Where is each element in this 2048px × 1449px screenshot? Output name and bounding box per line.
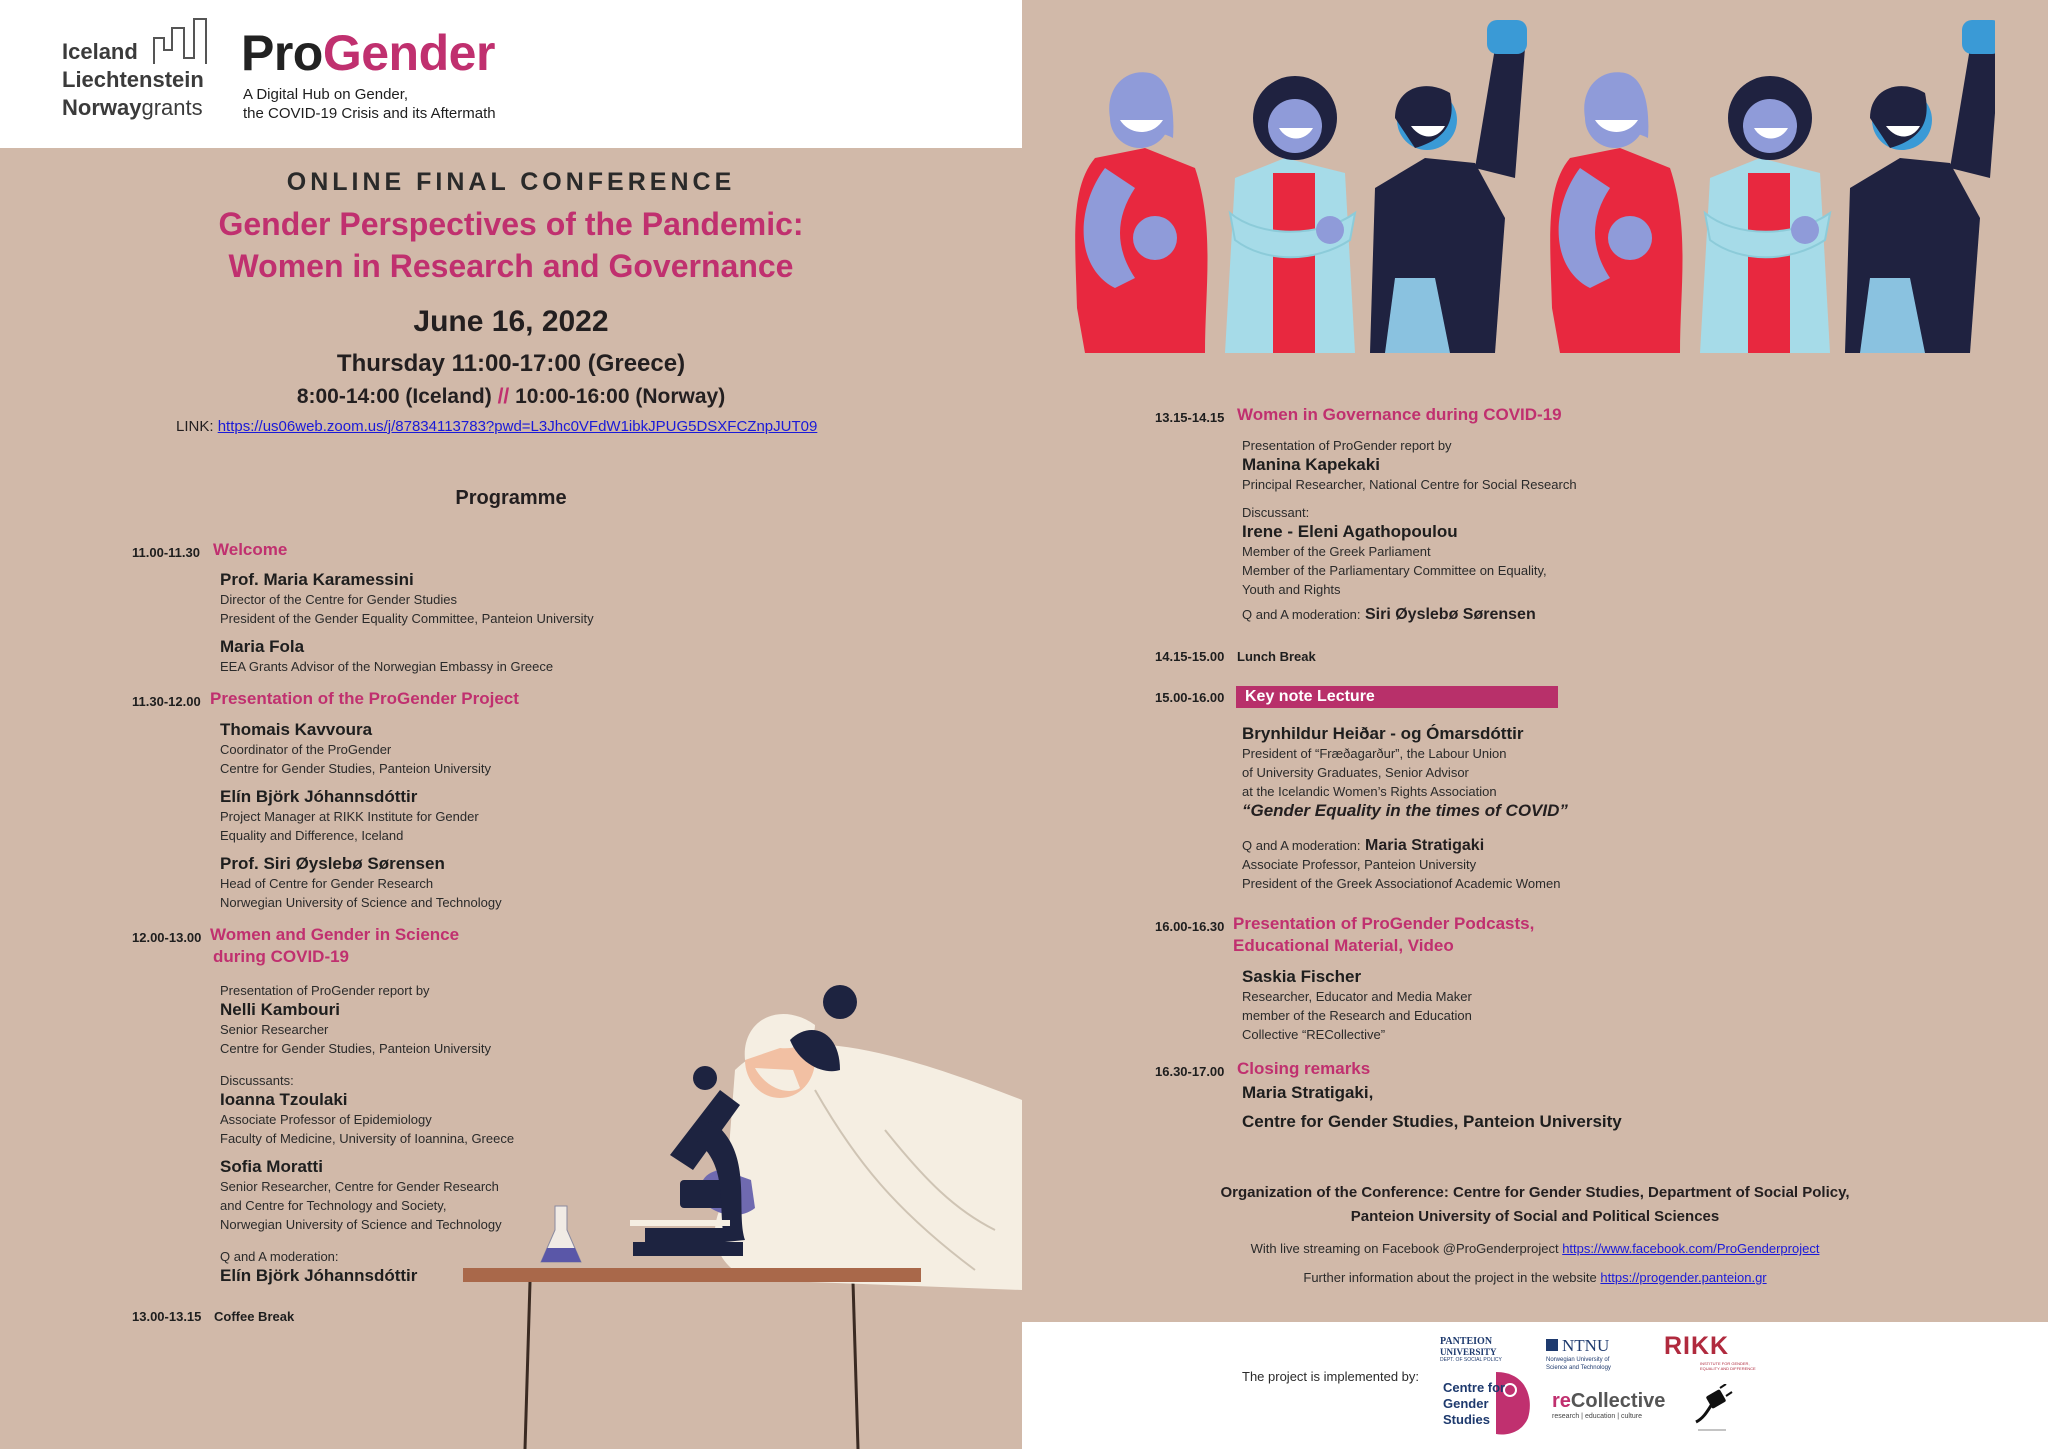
brand-pro: Pro bbox=[241, 25, 323, 81]
session-title: Welcome bbox=[213, 540, 288, 559]
speaker-role: Collective “RECollective” bbox=[1242, 1027, 1386, 1042]
speaker-role: Norwegian University of Science and Technology bbox=[220, 895, 502, 910]
ntnu-name: NTNU bbox=[1562, 1336, 1610, 1355]
session-time: 15.00-16.00 bbox=[1155, 690, 1225, 705]
plug-logo-icon bbox=[1690, 1384, 1734, 1432]
speaker-name: Irene - Eleni Agathopoulou bbox=[1242, 522, 1458, 541]
speaker-role: Equality and Difference, Iceland bbox=[220, 828, 404, 843]
ntnu-logo bbox=[1546, 1336, 1611, 1372]
speaker-role: Associate Professor of Epidemiology bbox=[220, 1112, 432, 1127]
eea-grants: grants bbox=[141, 95, 203, 120]
moderator-name: Elín Björk Jóhannsdóttir bbox=[220, 1266, 418, 1285]
conference-title-line-2: Women in Research and Governance bbox=[228, 248, 794, 284]
women-fists-illustration bbox=[1055, 8, 1995, 353]
session-title bbox=[1233, 913, 1534, 957]
speaker-role: Director of the Centre for Gender Studies bbox=[220, 592, 458, 607]
speaker-role: Coordinator of the ProGender bbox=[220, 742, 392, 757]
recollective-sub: research | education | culture bbox=[1552, 1413, 1643, 1420]
keynote-label-bar: Key note Lecture bbox=[1236, 686, 1558, 708]
speaker-block bbox=[1242, 503, 1547, 599]
speaker-role: President of the Gender Equality Committee, Panteion University bbox=[220, 611, 594, 626]
footer-band bbox=[1022, 1322, 2048, 1449]
speaker-role: Faculty of Medicine, University of Ioannina, Greece bbox=[220, 1131, 515, 1146]
panteion-logo bbox=[1440, 1336, 1520, 1364]
session-time: 11.00-11.30 bbox=[132, 545, 200, 560]
speaker-block bbox=[1242, 967, 1472, 1044]
speaker-block bbox=[220, 981, 491, 1058]
facebook-link[interactable]: https://www.facebook.com/ProGenderproject bbox=[1562, 1241, 1820, 1256]
moderation-label: Q and A moderation: bbox=[1242, 838, 1361, 853]
presentation-intro: Presentation of ProGender report by bbox=[220, 983, 430, 998]
progender-logo bbox=[241, 22, 495, 84]
speaker-role: Member of the Greek Parliament bbox=[1242, 544, 1431, 559]
moderation-line bbox=[1242, 605, 1536, 624]
recollective-re: re bbox=[1552, 1390, 1571, 1412]
speaker-role: member of the Research and Education bbox=[1242, 1008, 1472, 1023]
session-title: Presentation of the ProGender Project bbox=[210, 689, 519, 708]
speaker-name: Sofia Moratti bbox=[220, 1157, 323, 1176]
speaker-block bbox=[1242, 724, 1568, 821]
session-time: 14.15-15.00 bbox=[1155, 649, 1225, 664]
closing-affiliation: Centre for Gender Studies, Panteion University bbox=[1242, 1112, 1622, 1131]
moderator-role: President of the Greek Associationof Academic Women bbox=[1242, 876, 1561, 891]
discussant-label: Discussant: bbox=[1242, 505, 1310, 520]
ntnu-text bbox=[1546, 1336, 1611, 1356]
moderation-label: Q and A moderation: bbox=[220, 1249, 339, 1264]
speaker-name: Thomais Kavvoura bbox=[220, 720, 373, 739]
speaker-name: Prof. Siri Øyslebø Sørensen bbox=[220, 854, 445, 873]
speaker-role: President of “Fræðagarður”, the Labour Union bbox=[1242, 746, 1507, 761]
session-time: 13.15-14.15 bbox=[1155, 410, 1225, 425]
eea-norway: Norway bbox=[62, 95, 142, 120]
session-title-line: Educational Material, Video bbox=[1233, 936, 1454, 955]
speaker-role: Principal Researcher, National Centre for Social Research bbox=[1242, 477, 1577, 492]
zone-iceland: 8:00-14:00 (Iceland) bbox=[296, 385, 492, 408]
presentation-intro: Presentation of ProGender report by bbox=[1242, 438, 1452, 453]
cgs-line: Studies bbox=[1443, 1412, 1490, 1427]
speaker-name: Elín Björk Jóhannsdóttir bbox=[220, 787, 418, 806]
session-title: Women in Governance during COVID-19 bbox=[1237, 405, 1562, 424]
streaming-line bbox=[1022, 1241, 2048, 1256]
session-title bbox=[210, 924, 459, 968]
implemented-by-label: The project is implemented by: bbox=[1242, 1369, 1420, 1384]
eea-line-norway bbox=[62, 94, 204, 122]
session-time: 11.30-12.00 bbox=[132, 694, 201, 709]
panteion-line: DEPT. OF SOCIAL POLICY bbox=[1440, 1357, 1502, 1363]
speaker-name: Nelli Kambouri bbox=[220, 1000, 340, 1019]
rikk-sub: INSTITUTE FOR GENDER, EQUALITY AND DIFFERENCE bbox=[1700, 1361, 1756, 1371]
link-label: LINK: bbox=[176, 418, 214, 435]
website-link[interactable]: https://progender.panteion.gr bbox=[1600, 1270, 1767, 1285]
speaker-role: at the Icelandic Women’s Rights Association bbox=[1242, 784, 1497, 799]
eea-line-liechtenstein: Liechtenstein bbox=[62, 67, 204, 92]
session-time: 12.00-13.00 bbox=[132, 930, 202, 945]
speaker-role: Norwegian University of Science and Technology bbox=[220, 1217, 502, 1232]
moderation-block bbox=[1242, 836, 1560, 893]
speaker-role: Senior Researcher, Centre for Gender Research bbox=[220, 1179, 499, 1194]
zoom-link-row bbox=[176, 418, 817, 435]
speaker-role: Centre for Gender Studies, Panteion University bbox=[220, 761, 491, 776]
brand-tagline bbox=[243, 85, 496, 123]
moderation-line bbox=[1242, 836, 1560, 855]
ntnu-sub: Norwegian University of bbox=[1546, 1357, 1610, 1363]
speaker-block bbox=[220, 787, 479, 845]
session-title: Lunch Break bbox=[1237, 649, 1316, 664]
panteion-line: UNIVERSITY bbox=[1440, 1347, 1497, 1357]
cgs-line: Centre for bbox=[1443, 1380, 1506, 1395]
speaker-role: Centre for Gender Studies, Panteion University bbox=[220, 1041, 491, 1056]
session-title-line: during COVID-19 bbox=[213, 947, 350, 966]
speaker-role: Member of the Parliamentary Committee on Equality, bbox=[1242, 563, 1547, 578]
speaker-role: EEA Grants Advisor of the Norwegian Embassy in Greece bbox=[220, 659, 554, 674]
conference-title-line-1: Gender Perspectives of the Pandemic: bbox=[218, 206, 804, 242]
zoom-link[interactable]: https://us06web.zoom.us/j/87834113783?pwd=L3Jhc0VFdW1ibkJPUG5DSXFCZnpJUT09 bbox=[217, 418, 818, 435]
speaker-block bbox=[1242, 436, 1577, 494]
session-time: 13.00-13.15 bbox=[132, 1309, 202, 1324]
session-title: Closing remarks bbox=[1237, 1059, 1371, 1078]
speaker-name: Maria Fola bbox=[220, 637, 305, 656]
recollective-rest: Collective bbox=[1570, 1390, 1666, 1412]
session-time: 16.30-17.00 bbox=[1155, 1064, 1225, 1079]
conference-date: June 16, 2022 bbox=[413, 305, 609, 338]
speaker-role: of University Graduates, Senior Advisor bbox=[1242, 765, 1469, 780]
zone-separator: // bbox=[497, 385, 510, 408]
conference-label: ONLINE FINAL CONFERENCE bbox=[286, 168, 736, 196]
tagline-line-2: the COVID-19 Crisis and its Aftermath bbox=[243, 105, 496, 122]
speaker-name: Saskia Fischer bbox=[1242, 967, 1362, 986]
organization-line-2: Panteion University of Social and Political Sciences bbox=[1350, 1208, 1720, 1225]
speaker-name: Manina Kapekaki bbox=[1242, 455, 1380, 474]
lecture-title: “Gender Equality in the times of COVID” bbox=[1242, 801, 1568, 820]
eea-building-icon bbox=[150, 16, 212, 66]
ntnu-sub: Science and Technology bbox=[1546, 1365, 1611, 1371]
speaker-block bbox=[220, 854, 502, 912]
rikk-name: RIKK bbox=[1664, 1332, 1730, 1360]
session-title-line: Women and Gender in Science bbox=[210, 925, 460, 944]
recollective-name bbox=[1552, 1390, 1665, 1413]
speaker-block bbox=[220, 570, 594, 628]
eea-line-iceland: Iceland bbox=[62, 39, 138, 64]
website-text: Further information about the project in the website bbox=[1303, 1270, 1597, 1285]
session-title-line: Presentation of ProGender Podcasts, bbox=[1233, 914, 1535, 933]
cgs-logo-text bbox=[1443, 1380, 1505, 1428]
speaker-block bbox=[220, 637, 553, 676]
moderator-name: Maria Stratigaki bbox=[1364, 837, 1485, 854]
session-title: Coffee Break bbox=[214, 1309, 295, 1324]
ntnu-square-icon bbox=[1546, 1339, 1558, 1351]
speaker-role: Project Manager at RIKK Institute for Gender bbox=[220, 809, 479, 824]
moderation-label: Q and A moderation: bbox=[1242, 607, 1361, 622]
speaker-role: and Centre for Technology and Society, bbox=[220, 1198, 447, 1213]
speaker-name: Brynhildur Heiðar - og Ómarsdóttir bbox=[1242, 724, 1524, 743]
closing-speaker: Maria Stratigaki, bbox=[1242, 1083, 1374, 1102]
moderation-block bbox=[220, 1247, 417, 1286]
speaker-role: Youth and Rights bbox=[1242, 582, 1341, 597]
discussants-label: Discussants: bbox=[220, 1073, 294, 1088]
tagline-line-1: A Digital Hub on Gender, bbox=[243, 86, 409, 103]
speaker-role: Researcher, Educator and Media Maker bbox=[1242, 989, 1472, 1004]
speaker-block bbox=[220, 720, 491, 778]
moderator-role: Associate Professor, Panteion University bbox=[1242, 857, 1477, 872]
rikk-logo bbox=[1664, 1332, 1770, 1371]
speaker-role: Head of Centre for Gender Research bbox=[220, 876, 434, 891]
recollective-logo bbox=[1552, 1390, 1665, 1420]
session-time: 16.00-16.30 bbox=[1155, 919, 1225, 934]
moderator-name: Siri Øyslebø Sørensen bbox=[1364, 606, 1536, 623]
scientist-illustration bbox=[455, 980, 1022, 1449]
conference-timezones bbox=[0, 385, 1022, 409]
zone-norway: 10:00-16:00 (Norway) bbox=[515, 385, 726, 408]
speaker-role: Senior Researcher bbox=[220, 1022, 329, 1037]
organization-line-1: Organization of the Conference: Centre for Gender Studies, Department of Social Policy, bbox=[1220, 1184, 1850, 1201]
streaming-text: With live streaming on Facebook @ProGenderproject bbox=[1250, 1241, 1559, 1256]
cgs-line: Gender bbox=[1443, 1396, 1489, 1411]
website-line bbox=[1022, 1270, 2048, 1285]
conference-time: Thursday 11:00-17:00 (Greece) bbox=[336, 350, 686, 377]
brand-gender: Gender bbox=[322, 25, 495, 81]
panteion-line: PANTEION bbox=[1440, 1336, 1493, 1347]
programme-heading: Programme bbox=[455, 487, 567, 509]
speaker-name: Ioanna Tzoulaki bbox=[220, 1090, 348, 1109]
speaker-name: Prof. Maria Karamessini bbox=[220, 570, 414, 589]
